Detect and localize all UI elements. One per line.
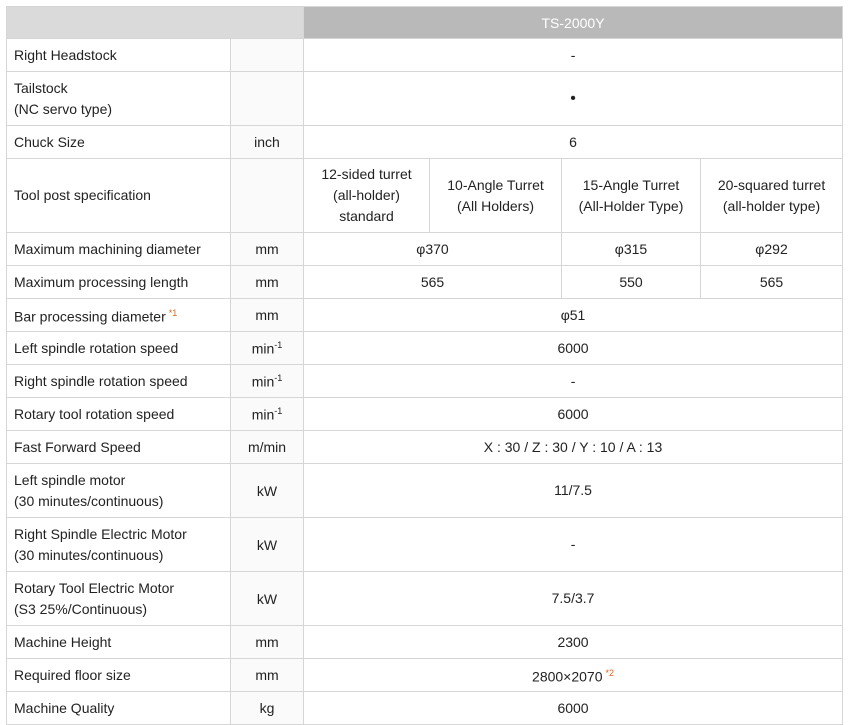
table-row	[7, 659, 843, 692]
row-label: Machine Quality	[7, 692, 231, 725]
row-unit	[231, 398, 304, 431]
row-unit: inch	[231, 126, 304, 159]
row-label-line2: (NC servo type)	[14, 100, 113, 117]
table-row	[7, 365, 843, 398]
row-value-text: 2800×2070	[532, 668, 603, 685]
row-value: 6000	[304, 398, 843, 431]
option-line: (all-holder)	[333, 187, 400, 203]
header-row	[7, 7, 843, 39]
row-value: -	[304, 365, 843, 398]
row-value: φ292	[701, 233, 843, 266]
spec-table	[6, 6, 843, 725]
row-value: -	[304, 39, 843, 72]
row-unit: mm	[231, 299, 304, 332]
table-row	[7, 72, 843, 126]
row-label: Rotary tool rotation speed	[7, 398, 231, 431]
row-unit: mm	[231, 266, 304, 299]
footnote-marker: *1	[168, 307, 178, 318]
row-value: 2300	[304, 626, 843, 659]
bullet-dot: •	[570, 90, 576, 107]
row-label	[7, 572, 231, 626]
model-header: TS-2000Y	[304, 7, 843, 39]
row-unit	[231, 159, 304, 233]
row-label: Right Headstock	[7, 39, 231, 72]
row-unit: kW	[231, 572, 304, 626]
row-label: Tool post specification	[7, 159, 231, 233]
tool-post-option	[562, 159, 701, 233]
row-label: Machine Height	[7, 626, 231, 659]
tool-post-option	[430, 159, 562, 233]
table-row	[7, 159, 843, 233]
table-row	[7, 626, 843, 659]
row-unit	[231, 72, 304, 126]
row-label-text: Bar processing diameter	[14, 308, 166, 325]
header-blank-cell	[7, 7, 304, 39]
row-label: Left spindle rotation speed	[7, 332, 231, 365]
table-row	[7, 39, 843, 72]
row-label: Maximum processing length	[7, 266, 231, 299]
row-value: 550	[562, 266, 701, 299]
unit-text: min	[251, 340, 275, 357]
row-unit: mm	[231, 626, 304, 659]
row-value	[304, 72, 843, 126]
row-label: Fast Forward Speed	[7, 431, 231, 464]
unit-text: min	[251, 406, 275, 423]
option-line: 10-Angle Turret	[447, 176, 544, 193]
row-unit: kW	[231, 518, 304, 572]
row-value: φ315	[562, 233, 701, 266]
row-value	[304, 659, 843, 692]
unit-text: min	[251, 373, 275, 390]
option-line: 12-sided turret	[321, 166, 412, 182]
row-value: 6	[304, 126, 843, 159]
row-unit	[231, 365, 304, 398]
option-line: (All Holders)	[456, 197, 534, 214]
row-value: 6000	[304, 332, 843, 365]
row-unit	[231, 39, 304, 72]
row-unit: kg	[231, 692, 304, 725]
row-unit: kW	[231, 464, 304, 518]
table-row	[7, 332, 843, 365]
row-unit: mm	[231, 233, 304, 266]
table-row	[7, 398, 843, 431]
unit-superscript: -1	[274, 405, 283, 416]
option-line: (all-holder type)	[722, 197, 821, 214]
row-value: φ370	[304, 233, 562, 266]
row-label	[7, 299, 231, 332]
tool-post-option	[304, 159, 430, 233]
row-label-line1: Tailstock	[14, 79, 68, 96]
tool-post-option	[701, 159, 843, 233]
row-label	[7, 464, 231, 518]
option-line: (All-Holder Type)	[578, 197, 684, 214]
row-value: 565	[304, 266, 562, 299]
table-row	[7, 126, 843, 159]
option-line: 20-squared turret	[717, 176, 826, 193]
option-line: 15-Angle Turret	[582, 176, 680, 193]
table-row	[7, 266, 843, 299]
table-row	[7, 464, 843, 518]
row-label-line2: (30 minutes/continuous)	[14, 546, 164, 563]
row-label: Chuck Size	[7, 126, 231, 159]
row-label: Required floor size	[7, 659, 231, 692]
row-label-line1: Right Spindle Electric Motor	[14, 525, 187, 542]
row-value: X : 30 / Z : 30 / Y : 10 / A : 13	[304, 431, 843, 464]
row-value: φ51	[304, 299, 843, 332]
row-value: 565	[701, 266, 843, 299]
row-label-line2: (30 minutes/continuous)	[14, 492, 164, 509]
table-row	[7, 518, 843, 572]
unit-superscript: -1	[274, 339, 283, 350]
row-label	[7, 518, 231, 572]
row-label	[7, 72, 231, 126]
row-value: -	[304, 518, 843, 572]
row-label: Right spindle rotation speed	[7, 365, 231, 398]
row-label: Maximum machining diameter	[7, 233, 231, 266]
table-row	[7, 299, 843, 332]
table-row	[7, 572, 843, 626]
row-value: 7.5/3.7	[304, 572, 843, 626]
table-row	[7, 431, 843, 464]
footnote-marker: *2	[605, 667, 615, 678]
row-value: 11/7.5	[304, 464, 843, 518]
row-label-line1: Left spindle motor	[14, 471, 126, 488]
row-value: 6000	[304, 692, 843, 725]
row-unit: m/min	[231, 431, 304, 464]
row-label-line1: Rotary Tool Electric Motor	[14, 579, 175, 596]
row-unit	[231, 332, 304, 365]
row-unit: mm	[231, 659, 304, 692]
row-label-line2: (S3 25%/Continuous)	[14, 600, 148, 617]
unit-superscript: -1	[274, 372, 283, 383]
option-line: standard	[339, 208, 394, 224]
table-row	[7, 233, 843, 266]
